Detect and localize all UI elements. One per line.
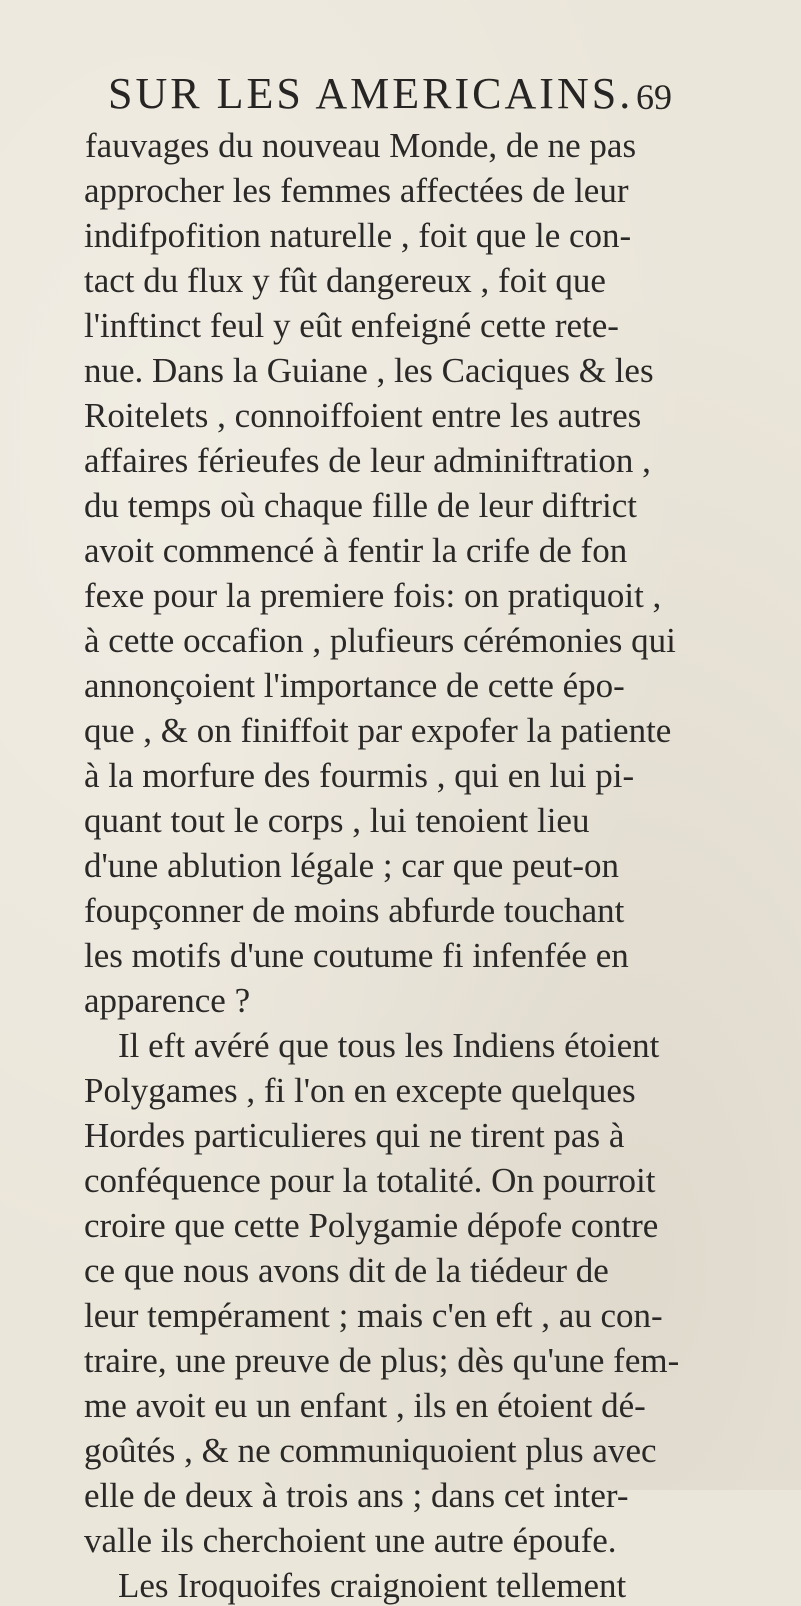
- text-line: elle de deux à trois ans ; dans cet inter-: [84, 1476, 629, 1515]
- text-line: leur tempérament ; mais c'en eft , au con-: [84, 1296, 663, 1335]
- text-line: à la morfure des fourmis , qui en lui pi-: [84, 756, 635, 795]
- text-line: quant tout le corps , lui tenoient lieu: [84, 801, 590, 840]
- text-line: l'inftinct feul y eût enfeigné cette rete-: [84, 306, 619, 345]
- page-header: [108, 68, 672, 118]
- text-line: du temps où chaque fille de leur diftrict: [84, 486, 638, 525]
- text-line: valle ils cherchoient une autre époufe.: [84, 1521, 617, 1560]
- text-line: affaires férieufes de leur adminiftration ,: [84, 441, 651, 480]
- text-line: ce que nous avons dit de la tiédeur de: [84, 1251, 609, 1290]
- text-line: Il eft avéré que tous les Indiens étoient: [118, 1026, 660, 1065]
- text-line: annonçoient l'importance de cette épo-: [84, 666, 625, 705]
- text-line: fauvages du nouveau Monde, de ne pas: [85, 126, 637, 165]
- text-line: les motifs d'une coutume fi infenfée en: [84, 936, 629, 975]
- text-line: avoit commencé à fentir la crife de fon: [84, 531, 628, 570]
- text-line: Polygames , fi l'on en excepte quelques: [84, 1071, 636, 1110]
- text-line: à cette occafion , plufieurs cérémonies qui: [84, 621, 676, 660]
- text-line: tact du flux y fût dangereux , foit que: [84, 261, 606, 300]
- text-line: croire que cette Polygamie dépofe contre: [84, 1206, 659, 1245]
- text-line: fexe pour la premiere fois: on pratiquoit ,: [84, 576, 662, 615]
- text-line: que , & on finiffoit par expofer la patiente: [84, 711, 672, 750]
- text-line: Roitelets , connoiffoient entre les autres: [84, 396, 642, 435]
- text-line: Hordes particulieres qui ne tirent pas à: [84, 1116, 625, 1155]
- text-line: traire, une preuve de plus; dès qu'une fem-: [84, 1341, 680, 1380]
- text-line: approcher les femmes affectées de leur: [84, 171, 629, 210]
- page-number: 69: [636, 77, 672, 117]
- text-line: foupçonner de moins abfurde touchant: [84, 891, 625, 930]
- text-line: goûtés , & ne communiquoient plus avec: [84, 1431, 657, 1470]
- text-line: indifpofition naturelle , foit que le con-: [84, 216, 632, 255]
- text-line: apparence ?: [84, 981, 251, 1020]
- text-line: Les Iroquoifes craignoient tellement: [118, 1566, 627, 1605]
- text-line: me avoit eu un enfant , ils en étoient dé-: [84, 1386, 646, 1425]
- text-line: conféquence pour la totalité. On pourroit: [84, 1161, 656, 1200]
- text-line: nue. Dans la Guiane , les Caciques & les: [84, 351, 654, 390]
- text-line: d'une ablution légale ; car que peut-on: [84, 846, 619, 885]
- running-title: SUR LES AMERICAINS.: [108, 69, 634, 118]
